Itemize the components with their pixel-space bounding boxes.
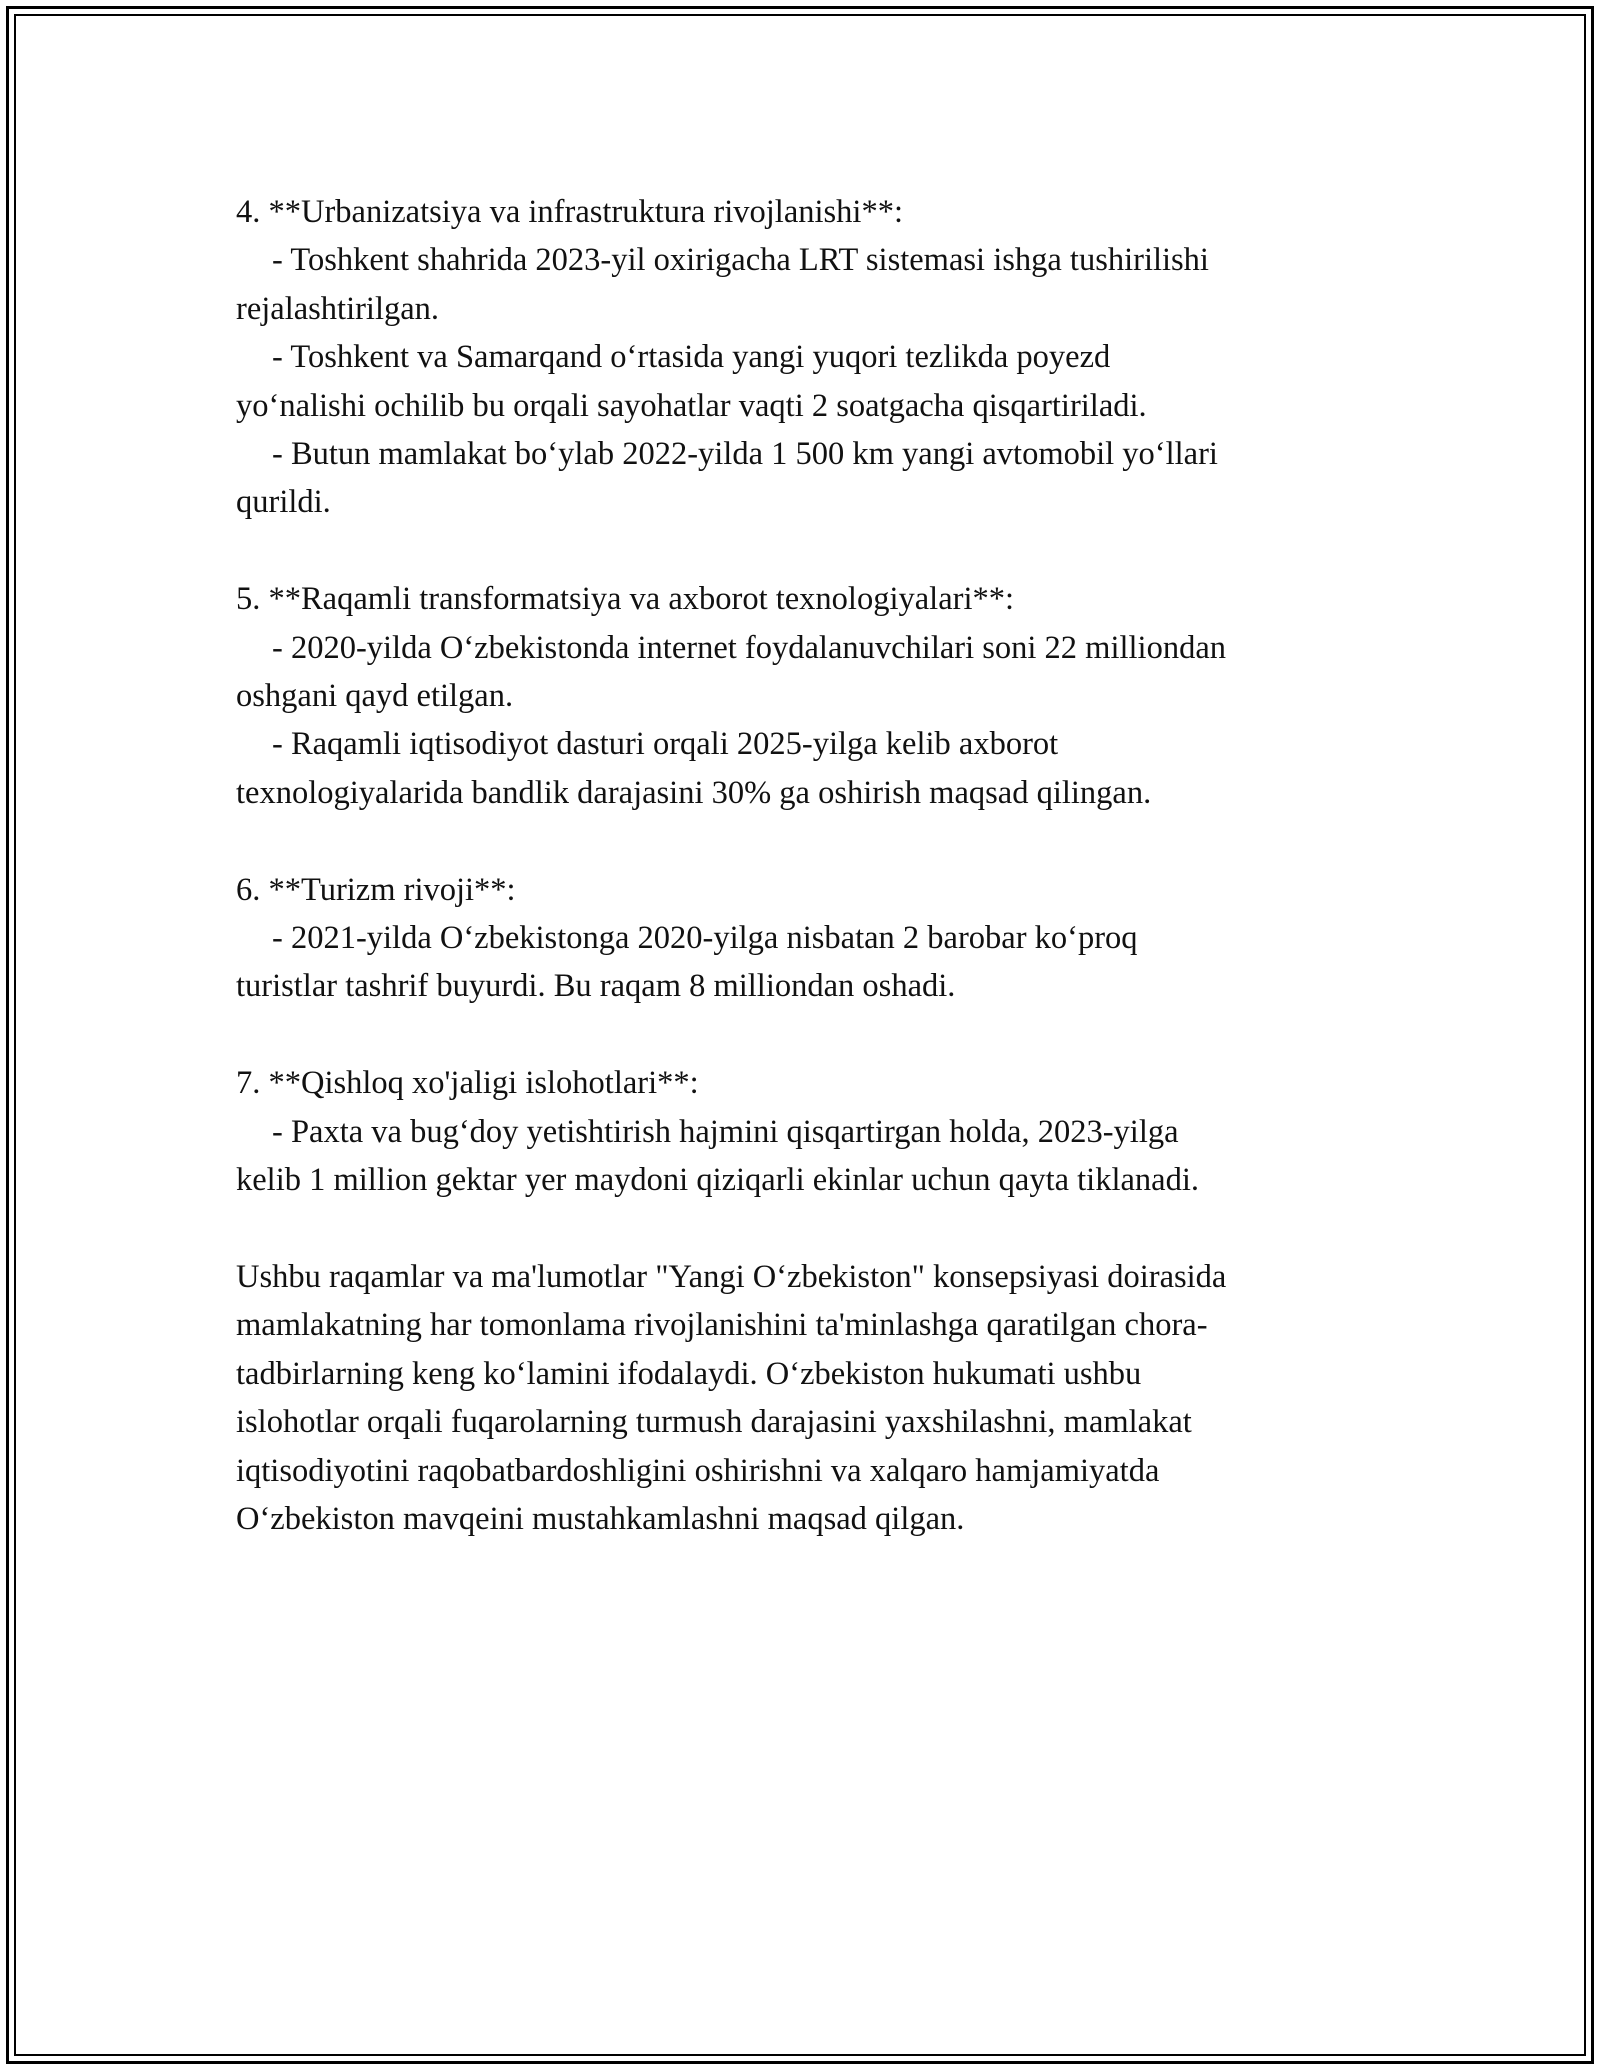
closing-line: tadbirlarning keng ko‘lamini ifodalaydi. O‘zbekiston hukumati ushbu — [236, 1355, 1142, 1392]
bullet-text: - Butun mamlakat bo‘ylab 2022-yilda 1 500 km yangi avtomobil yo‘llari — [272, 436, 1218, 473]
bullet-item — [236, 333, 1366, 430]
section-heading: 6. **Turizm rivoji**: — [236, 871, 516, 908]
bullet-text-continued: kelib 1 million gektar yer maydoni qiziqarli ekinlar uchun qayta tiklanadi. — [236, 1162, 1199, 1199]
closing-line: Ushbu raqamlar va ma'lumotlar "Yangi O‘zbekiston" konsepsiyasi doirasida — [236, 1258, 1227, 1295]
document-body — [236, 188, 1366, 1543]
bullet-text: - Paxta va bug‘doy yetishtirish hajmini qisqartirgan holda, 2023-yilga — [272, 1113, 1179, 1150]
bullet-text: - 2021-yilda O‘zbekistonga 2020-yilga nisbatan 2 barobar ko‘proq — [272, 920, 1138, 957]
bullet-text-continued: texnologiyalarida bandlik darajasini 30% ga oshirish maqsad qilingan. — [236, 774, 1152, 811]
bullet-text: - Toshkent va Samarqand o‘rtasida yangi yuqori tezlikda poyezd — [272, 339, 1111, 376]
closing-line: mamlakatning har tomonlama rivojlanishini ta'minlashga qaratilgan chora- — [236, 1307, 1208, 1344]
section-heading: 5. **Raqamli transformatsiya va axborot texnologiyalari**: — [236, 581, 1015, 618]
section-agriculture — [236, 1059, 1366, 1204]
bullet-item — [236, 720, 1366, 817]
section-digital-transformation — [236, 575, 1366, 817]
closing-line: iqtisodiyotini raqobatbardoshligini oshirishni va xalqaro hamjamiyatda — [236, 1452, 1160, 1489]
bullet-text: - Raqamli iqtisodiyot dasturi orqali 2025-yilga kelib axborot — [272, 726, 1059, 763]
bullet-item — [236, 914, 1366, 1011]
closing-paragraph — [236, 1253, 1366, 1543]
closing-line: islohotlar orqali fuqarolarning turmush darajasini yaxshilashni, mamlakat — [236, 1404, 1192, 1441]
section-tourism — [236, 866, 1366, 1011]
bullet-text: - 2020-yilda O‘zbekistonda internet foydalanuvchilari soni 22 milliondan — [272, 629, 1227, 666]
section-urbanization — [236, 188, 1366, 527]
bullet-item — [236, 1108, 1366, 1205]
bullet-text-continued: oshgani qayd etilgan. — [236, 678, 514, 715]
bullet-text: - Toshkent shahrida 2023-yil oxirigacha LRT sistemasi ishga tushirilishi — [272, 242, 1209, 279]
bullet-text-continued: rejalashtirilgan. — [236, 290, 440, 327]
section-heading: 7. **Qishloq xo'jaligi islohotlari**: — [236, 1065, 699, 1102]
bullet-item — [236, 236, 1366, 333]
bullet-text-continued: yo‘nalishi ochilib bu orqali sayohatlar vaqti 2 soatgacha qisqartiriladi. — [236, 387, 1147, 424]
bullet-item — [236, 430, 1366, 527]
bullet-text-continued: qurildi. — [236, 484, 331, 521]
bullet-text-continued: turistlar tashrif buyurdi. Bu raqam 8 milliondan oshadi. — [236, 968, 956, 1005]
closing-line: O‘zbekiston mavqeini mustahkamlashni maqsad qilgan. — [236, 1500, 965, 1537]
bullet-item — [236, 624, 1366, 721]
section-heading: 4. **Urbanizatsiya va infrastruktura rivojlanishi**: — [236, 194, 903, 230]
